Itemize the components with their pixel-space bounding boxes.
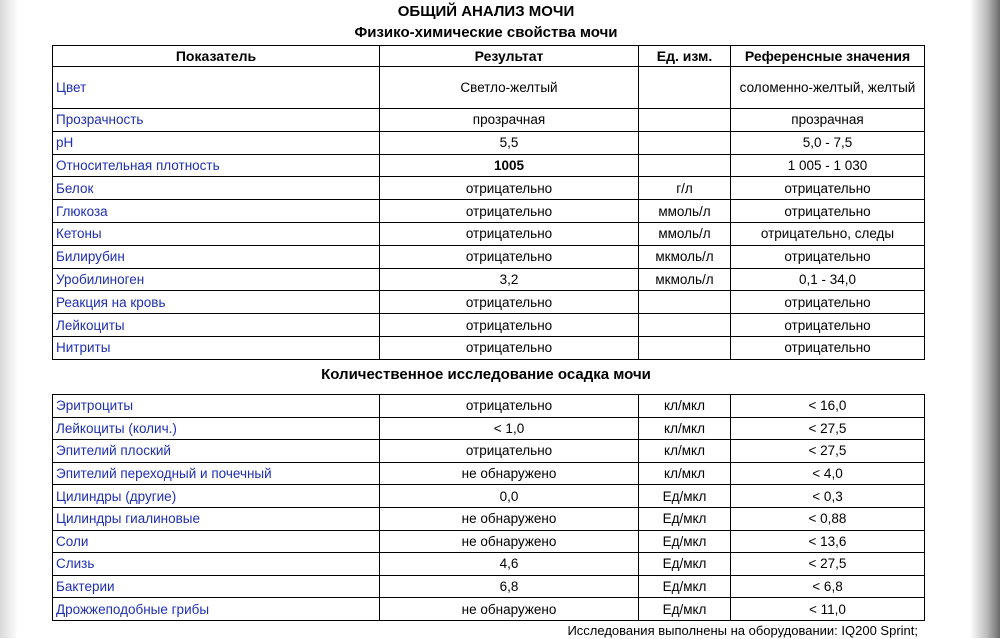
section-title-physicochemical: Физико-химические свойства мочи — [354, 24, 618, 41]
reference-value: 1 005 - 1 030 — [731, 154, 925, 177]
unit-value: Ед/мкл — [639, 485, 731, 508]
unit-value — [639, 109, 731, 132]
result-value: отрицательно — [380, 177, 639, 200]
parameter-name: Дрожжеподобные грибы — [53, 598, 380, 621]
reference-value: < 27,5 — [731, 553, 925, 576]
unit-value: г/л — [639, 177, 731, 200]
parameter-name: Эпителий переходный и почечный — [53, 462, 380, 485]
table-row — [53, 507, 925, 530]
unit-value: ммоль/л — [639, 200, 731, 223]
table-row — [53, 154, 925, 177]
parameter-name: Цилиндры (другие) — [53, 485, 380, 508]
table-row — [53, 131, 925, 154]
parameter-name: Лейкоциты — [53, 314, 380, 337]
parameter-name: Эритроциты — [53, 395, 380, 418]
result-value: 1005 — [380, 154, 639, 177]
reference-value: соломенно-желтый, желтый — [731, 67, 925, 109]
table-row — [53, 395, 925, 418]
equipment-footnote: Исследования выполнены на оборудовании: IQ200 Sprint; — [567, 623, 918, 638]
table-row — [53, 291, 925, 314]
reference-value: < 4,0 — [731, 462, 925, 485]
table-row — [53, 222, 925, 245]
physicochemical-table — [52, 45, 925, 360]
table-row — [53, 417, 925, 440]
unit-value — [639, 314, 731, 337]
unit-value: кл/мкл — [639, 440, 731, 463]
parameter-name: Относительная плотность — [53, 154, 380, 177]
result-value: 6,8 — [380, 575, 639, 598]
reference-value: отрицательно — [731, 177, 925, 200]
parameter-name: Соли — [53, 530, 380, 553]
parameter-name: Белок — [53, 177, 380, 200]
result-value: отрицательно — [380, 245, 639, 268]
table-row — [53, 200, 925, 223]
unit-value — [639, 291, 731, 314]
reference-value: < 6,8 — [731, 575, 925, 598]
unit-value: кл/мкл — [639, 395, 731, 418]
unit-value: Ед/мкл — [639, 598, 731, 621]
unit-value — [639, 154, 731, 177]
unit-value: Ед/мкл — [639, 553, 731, 576]
parameter-name: Лейкоциты (колич.) — [53, 417, 380, 440]
parameter-name: Слизь — [53, 553, 380, 576]
unit-value: Ед/мкл — [639, 575, 731, 598]
result-value: 0,0 — [380, 485, 639, 508]
table-row — [53, 314, 925, 337]
section-title-sediment: Количественное исследование осадка мочи — [321, 366, 651, 383]
table-row — [53, 109, 925, 132]
result-value: Светло-желтый — [380, 67, 639, 109]
reference-value: < 27,5 — [731, 440, 925, 463]
result-value: не обнаружено — [380, 507, 639, 530]
table-row — [53, 553, 925, 576]
document-title: ОБЩИЙ АНАЛИЗ МОЧИ — [397, 3, 575, 20]
parameter-name: Прозрачность — [53, 109, 380, 132]
result-value: 4,6 — [380, 553, 639, 576]
table-row — [53, 336, 925, 359]
result-value: отрицательно — [380, 222, 639, 245]
table-row — [53, 598, 925, 621]
result-value: не обнаружено — [380, 598, 639, 621]
parameter-name: pH — [53, 131, 380, 154]
result-value: отрицательно — [380, 336, 639, 359]
reference-value: < 13,6 — [731, 530, 925, 553]
reference-value: < 0,88 — [731, 507, 925, 530]
page-edge-shadow-left — [0, 0, 18, 638]
reference-value: отрицательно — [731, 291, 925, 314]
result-value: не обнаружено — [380, 530, 639, 553]
parameter-name: Реакция на кровь — [53, 291, 380, 314]
result-value: отрицательно — [380, 200, 639, 223]
parameter-name: Цвет — [53, 67, 380, 109]
reference-value: < 27,5 — [731, 417, 925, 440]
unit-value — [639, 131, 731, 154]
reference-value: < 11,0 — [731, 598, 925, 621]
table-row — [53, 67, 925, 109]
unit-value — [639, 67, 731, 109]
reference-value: 5,0 - 7,5 — [731, 131, 925, 154]
reference-value: < 16,0 — [731, 395, 925, 418]
result-value: прозрачная — [380, 109, 639, 132]
reference-value: < 0,3 — [731, 485, 925, 508]
unit-value: Ед/мкл — [639, 530, 731, 553]
unit-value: ммоль/л — [639, 222, 731, 245]
result-value: отрицательно — [380, 395, 639, 418]
header-result: Результат — [380, 46, 639, 67]
table-header-row — [53, 46, 925, 67]
reference-value: прозрачная — [731, 109, 925, 132]
result-value: 3,2 — [380, 268, 639, 291]
header-reference: Референсные значения — [731, 46, 925, 67]
sediment-table — [52, 394, 925, 621]
unit-value — [639, 336, 731, 359]
result-value: отрицательно — [380, 291, 639, 314]
result-value: отрицательно — [380, 314, 639, 337]
parameter-name: Бактерии — [53, 575, 380, 598]
table-row — [53, 530, 925, 553]
reference-value: отрицательно — [731, 200, 925, 223]
table-row — [53, 268, 925, 291]
reference-value: отрицательно — [731, 245, 925, 268]
table-row — [53, 245, 925, 268]
parameter-name: Нитриты — [53, 336, 380, 359]
parameter-name: Цилиндры гиалиновые — [53, 507, 380, 530]
result-value: отрицательно — [380, 440, 639, 463]
result-value: < 1,0 — [380, 417, 639, 440]
result-value: 5,5 — [380, 131, 639, 154]
unit-value: мкмоль/л — [639, 268, 731, 291]
unit-value: кл/мкл — [639, 462, 731, 485]
parameter-name: Кетоны — [53, 222, 380, 245]
result-value: не обнаружено — [380, 462, 639, 485]
table-row — [53, 177, 925, 200]
page-edge-shadow-right — [970, 0, 1000, 638]
parameter-name: Уробилиноген — [53, 268, 380, 291]
header-parameter: Показатель — [53, 46, 380, 67]
parameter-name: Глюкоза — [53, 200, 380, 223]
unit-value: кл/мкл — [639, 417, 731, 440]
table-row — [53, 462, 925, 485]
parameter-name: Эпителий плоский — [53, 440, 380, 463]
unit-value: мкмоль/л — [639, 245, 731, 268]
table-row — [53, 485, 925, 508]
unit-value: Ед/мкл — [639, 507, 731, 530]
reference-value: отрицательно — [731, 314, 925, 337]
parameter-name: Билирубин — [53, 245, 380, 268]
header-unit: Ед. изм. — [639, 46, 731, 67]
reference-value: 0,1 - 34,0 — [731, 268, 925, 291]
reference-value: отрицательно, следы — [731, 222, 925, 245]
table-row — [53, 440, 925, 463]
reference-value: отрицательно — [731, 336, 925, 359]
table-row — [53, 575, 925, 598]
